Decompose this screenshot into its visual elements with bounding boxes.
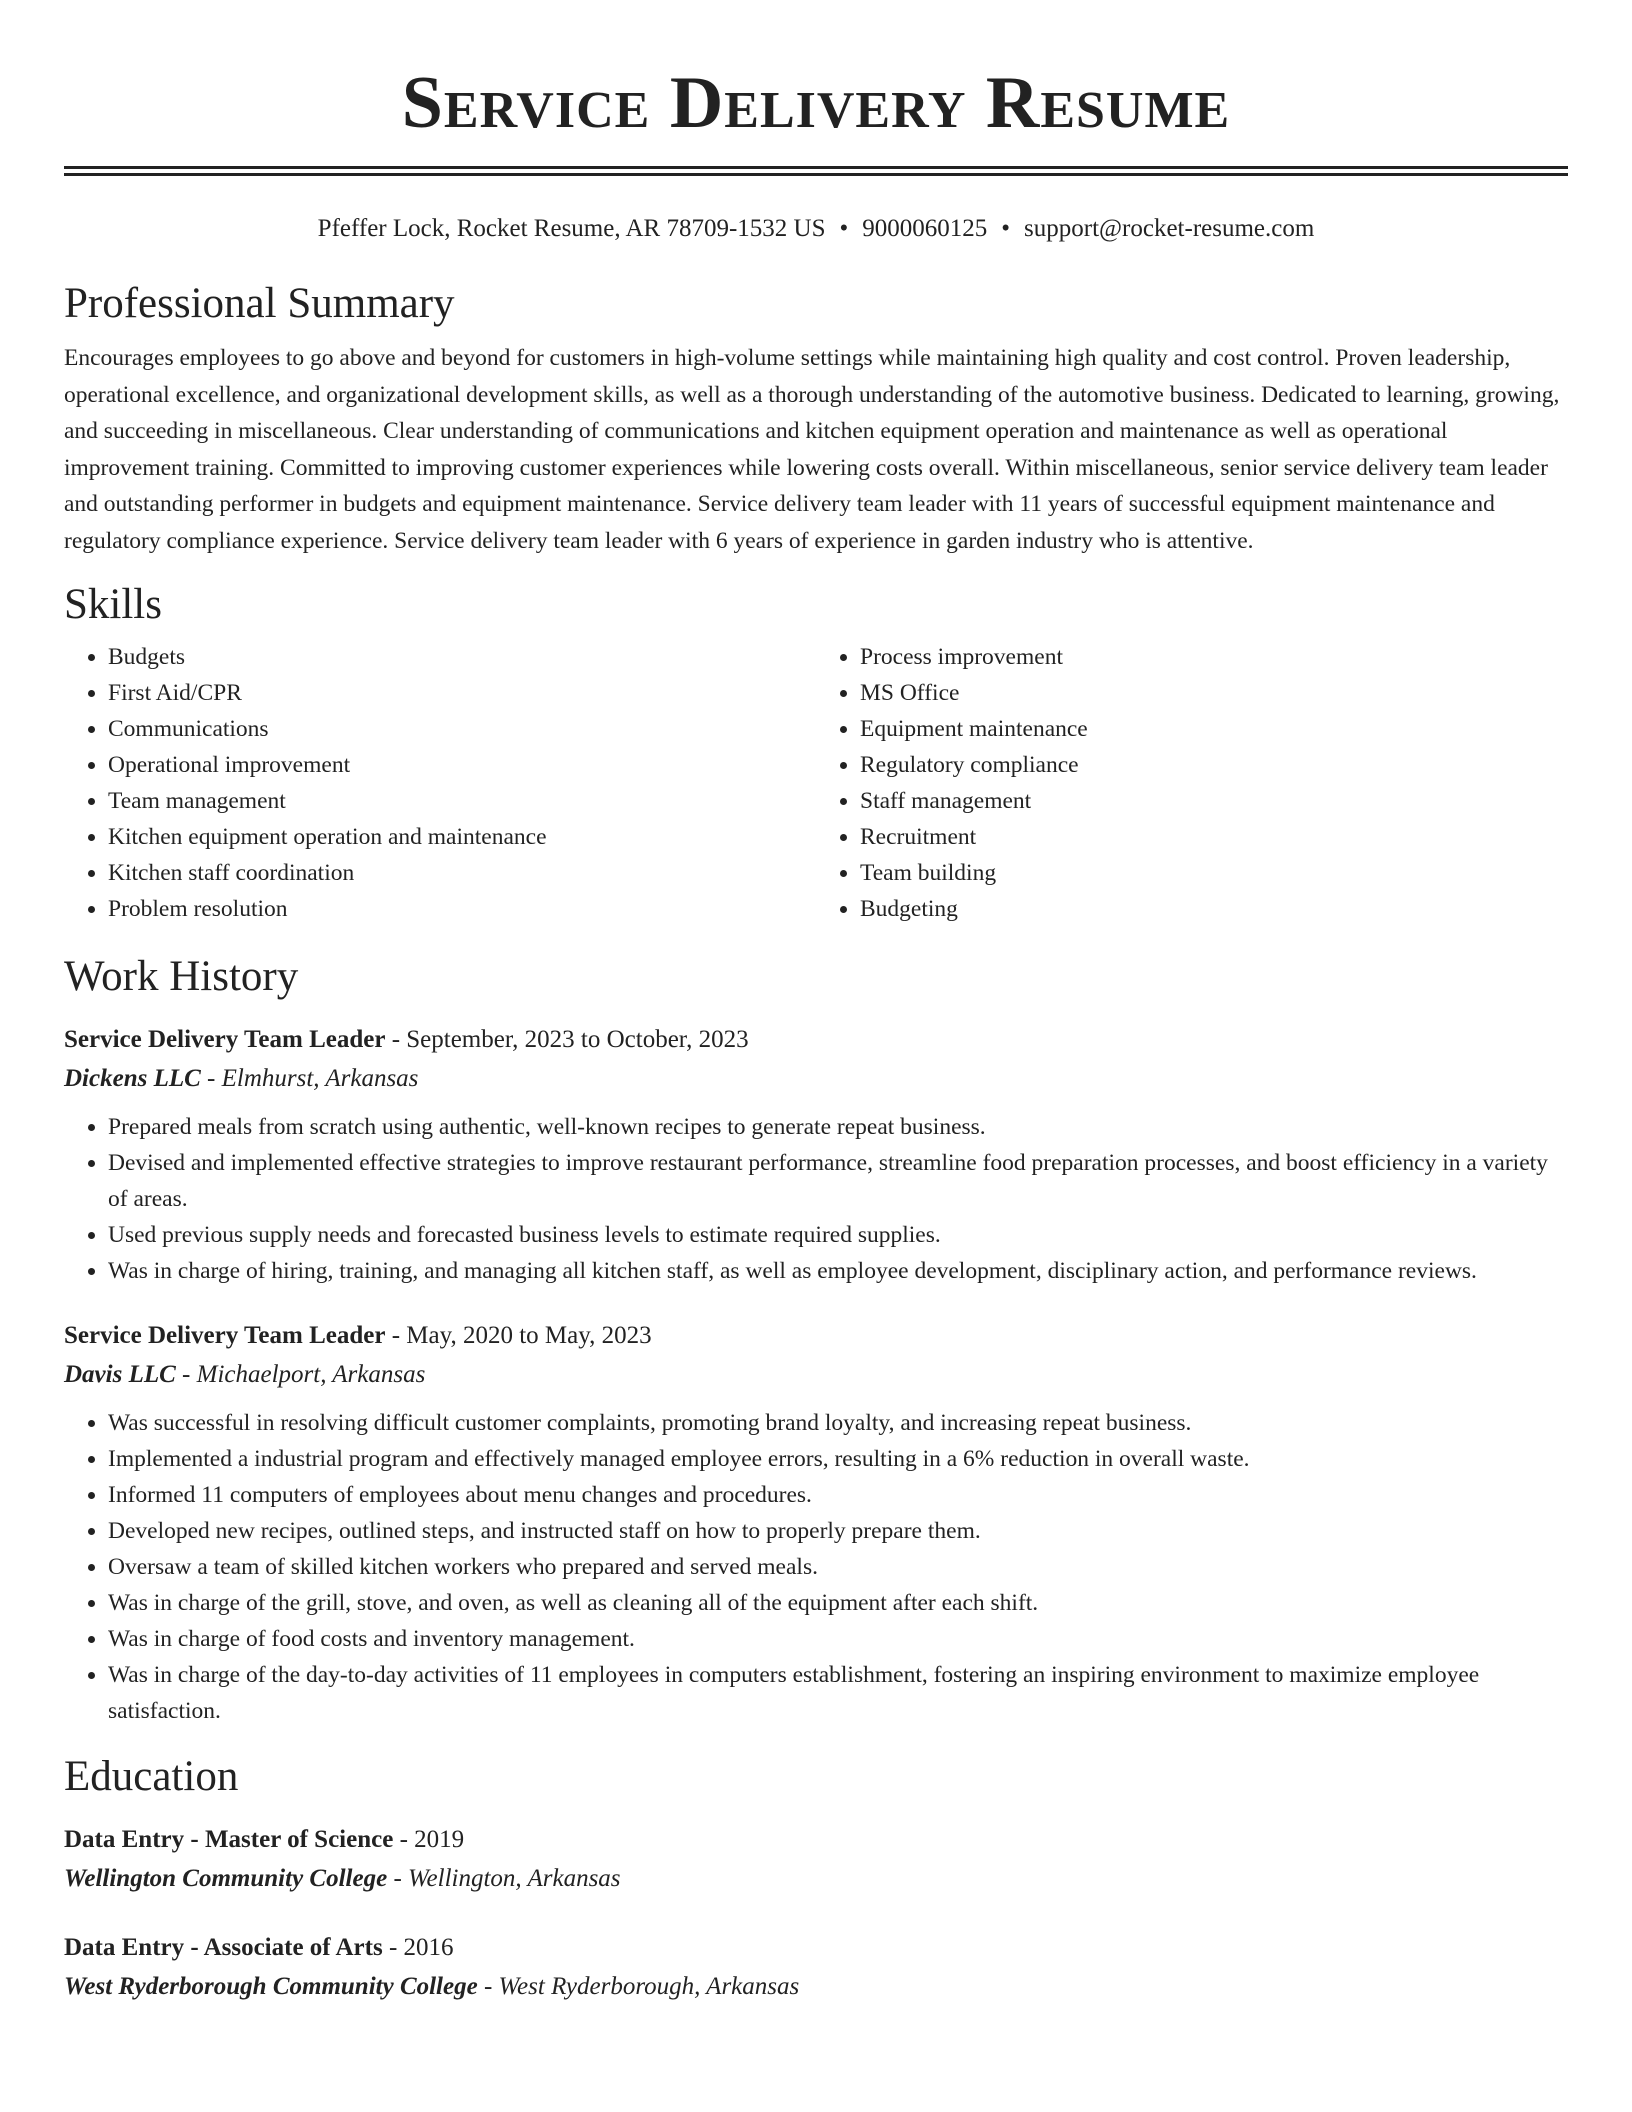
education-school: West Ryderborough Community College	[64, 1973, 478, 2000]
skill-item: • Budgets	[108, 639, 816, 675]
skill-item: • Team building	[860, 855, 1568, 891]
summary-text: Encourages employees to go above and beyond for customers in high-volume settings while maintaining high quality and cost control. Proven leadership, operational excellence, and organizational development skills, as well as a thorough understanding of the automotive business. Dedicated to learning, growing, and succeeding in miscellaneous. Clear understanding of communications and kitchen equipment operation and maintenance as well as operational improvement training. Committed to improving customer experiences while lowering costs overall. Within miscellaneous, senior service delivery team leader and outstanding performer in budgets and equipment maintenance. Service delivery team leader with 11 years of successful equipment maintenance and regulatory compliance experience. Service delivery team leader with 6 years of experience in garden industry who is attentive.	[64, 345, 1560, 554]
education-school: Wellington Community College	[64, 1865, 388, 1892]
job-location: Elmhurst, Arkansas	[221, 1065, 419, 1092]
job-company: Davis LLC	[64, 1361, 176, 1388]
job-bullet: • Prepared meals from scratch using authentic, well-known recipes to generate repeat business.	[108, 1109, 1568, 1145]
skill-item: • MS Office	[860, 675, 1568, 711]
education-school-line: West Ryderborough Community College - West Ryderborough, Arkansas	[64, 1973, 800, 2000]
job-title: Service Delivery Team Leader	[64, 1026, 386, 1053]
skill-item: • Communications	[108, 711, 816, 747]
contact-email: support@rocket-resume.com	[1024, 215, 1315, 242]
skill-item: • Problem resolution	[108, 891, 816, 927]
job-bullet: • Used previous supply needs and forecasted business levels to estimate required supplies.	[108, 1217, 1568, 1253]
education-location: West Ryderborough, Arkansas	[498, 1973, 800, 2000]
education-degree: Data Entry - Associate of Arts	[64, 1934, 383, 1961]
education-entry	[64, 1929, 1568, 2007]
skills-right-list	[816, 639, 1568, 927]
job-dates: September, 2023 to October, 2023	[406, 1026, 749, 1053]
job-bullet: • Was in charge of the day-to-day activities of 11 employees in computers establishment, fostering an inspiring environment to maximize employee satisfaction.	[108, 1657, 1568, 1729]
job-company: Dickens LLC	[64, 1065, 201, 1092]
skill-item: • Regulatory compliance	[860, 747, 1568, 783]
job-title: Service Delivery Team Leader	[64, 1322, 386, 1349]
education-degree-line: Data Entry - Associate of Arts - 2016	[64, 1934, 454, 1961]
job-company-line: Dickens LLC - Elmhurst, Arkansas	[64, 1065, 419, 1092]
job-bullet: • Was in charge of the grill, stove, and oven, as well as cleaning all of the equipment after each shift.	[108, 1585, 1568, 1621]
skill-item: • First Aid/CPR	[108, 675, 816, 711]
job-bullet: • Oversaw a team of skilled kitchen workers who prepared and served meals.	[108, 1549, 1568, 1585]
skills-columns	[64, 639, 1568, 927]
job-dates: May, 2020 to May, 2023	[406, 1322, 652, 1349]
education-location: Wellington, Arkansas	[408, 1865, 621, 1892]
education-degree-line: Data Entry - Master of Science - 2019	[64, 1826, 465, 1853]
skills-left-list	[64, 639, 816, 927]
resume-title: Service Delivery Resume	[401, 62, 1231, 144]
skill-item: • Kitchen staff coordination	[108, 855, 816, 891]
education-school-line: Wellington Community College - Wellington, Arkansas	[64, 1865, 621, 1892]
job-bullets	[64, 1405, 1568, 1729]
job-bullet: • Implemented a industrial program and effectively managed employee errors, resulting in a 6% reduction in overall waste.	[108, 1441, 1568, 1477]
skill-item: • Equipment maintenance	[860, 711, 1568, 747]
title-divider	[64, 166, 1568, 176]
education-entry	[64, 1821, 1568, 1899]
job-bullet: • Developed new recipes, outlined steps, and instructed staff on how to properly prepare them.	[108, 1513, 1568, 1549]
skills-heading: Skills	[64, 581, 162, 628]
job-bullet: • Was in charge of hiring, training, and managing all kitchen staff, as well as employee development, disciplinary action, and performance reviews.	[108, 1253, 1568, 1289]
skill-item: • Recruitment	[860, 819, 1568, 855]
skill-item: • Process improvement	[860, 639, 1568, 675]
contact-line	[64, 212, 1568, 246]
job-bullet: • Was successful in resolving difficult customer complaints, promoting brand loyalty, and increasing repeat business.	[108, 1405, 1568, 1441]
education-degree: Data Entry - Master of Science	[64, 1826, 394, 1853]
job-entry	[64, 1021, 1568, 1289]
skill-item: • Kitchen equipment operation and maintenance	[108, 819, 816, 855]
job-bullet: • Was in charge of food costs and inventory management.	[108, 1621, 1568, 1657]
contact-phone: 9000060125	[862, 215, 988, 242]
skill-item: • Budgeting	[860, 891, 1568, 927]
job-title-line: Service Delivery Team Leader - September, 2023 to October, 2023	[64, 1026, 749, 1053]
job-bullet: • Informed 11 computers of employees about menu changes and procedures.	[108, 1477, 1568, 1513]
job-title-line: Service Delivery Team Leader - May, 2020 to May, 2023	[64, 1322, 652, 1349]
education-heading: Education	[64, 1753, 239, 1800]
education-year: 2016	[403, 1934, 454, 1961]
contact-separator: •	[1001, 215, 1011, 242]
skill-item: • Operational improvement	[108, 747, 816, 783]
summary-heading: Professional Summary	[64, 280, 455, 327]
job-entry	[64, 1317, 1568, 1729]
education-year: 2019	[414, 1826, 465, 1853]
work-history-heading: Work History	[64, 953, 299, 1000]
skill-item: • Team management	[108, 783, 816, 819]
job-location: Michaelport, Arkansas	[196, 1361, 426, 1388]
skill-item: • Staff management	[860, 783, 1568, 819]
job-company-line: Davis LLC - Michaelport, Arkansas	[64, 1361, 426, 1388]
job-bullets	[64, 1109, 1568, 1289]
contact-separator: •	[839, 215, 849, 242]
job-bullet: • Devised and implemented effective strategies to improve restaurant performance, streamline food preparation processes, and boost efficiency in a variety of areas.	[108, 1145, 1568, 1217]
contact-address: Pfeffer Lock, Rocket Resume, AR 78709-1532 US	[317, 215, 826, 242]
